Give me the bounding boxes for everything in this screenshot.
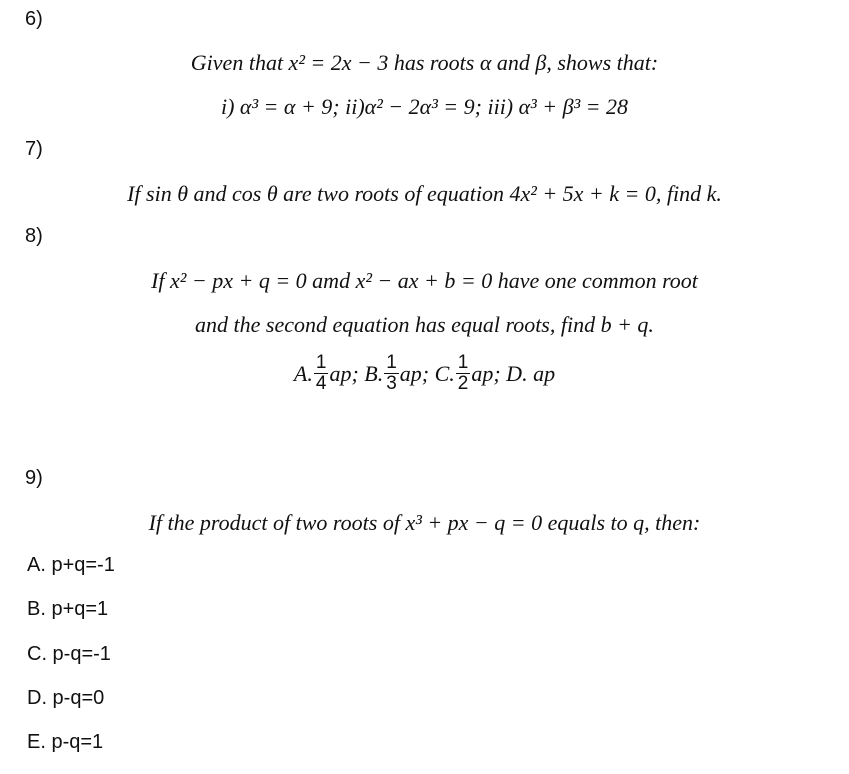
choice-e: E. p-q=1 <box>27 731 104 753</box>
option-b-suffix: ap; C. <box>399 360 455 386</box>
choice-d: D. p-q=0 <box>27 687 105 709</box>
question-8-statement: If x² − px + q = 0 amd x² − ax + b = 0 have one common root <box>151 268 698 293</box>
option-c-fraction <box>456 354 471 393</box>
question-6-number: 6) <box>25 8 43 30</box>
question-7-statement: If sin θ and cos θ are two roots of equation 4x² + 5x + k = 0, find k. <box>127 181 722 206</box>
question-8-number: 8) <box>25 225 43 247</box>
option-b-denominator: 3 <box>386 373 397 394</box>
question-7-number: 7) <box>25 138 43 160</box>
option-a-denominator: 4 <box>315 373 327 394</box>
option-c-suffix: ap; D. ap <box>471 360 556 386</box>
choice-c: C. p-q=-1 <box>27 643 111 665</box>
option-b-numerator: 1 <box>386 352 397 373</box>
option-c-denominator: 2 <box>457 373 469 394</box>
option-b-fraction <box>384 354 399 393</box>
question-6-statement: Given that x² = 2x − 3 has roots α and β, shows that: <box>190 50 659 75</box>
question-6-parts: i) α³ = α + 9; ii)α² − 2α³ = 9; iii) α³ + β³ = 28 <box>220 94 629 119</box>
question-8-statement-continued: and the second equation has equal roots, find b + q. <box>195 312 654 337</box>
question-8-options <box>0 354 849 393</box>
question-9-statement: If the product of two roots of x³ + px − q = 0 equals to q, then: <box>148 510 701 535</box>
option-a-suffix: ap; B. <box>329 360 384 386</box>
choice-b: B. p+q=1 <box>27 598 109 620</box>
option-a-fraction <box>314 354 329 393</box>
option-a-prefix: A. <box>293 360 313 386</box>
choice-a: A. p+q=-1 <box>27 554 115 576</box>
question-9-number: 9) <box>25 467 43 489</box>
option-a-numerator: 1 <box>315 352 327 373</box>
option-c-numerator: 1 <box>457 352 469 373</box>
